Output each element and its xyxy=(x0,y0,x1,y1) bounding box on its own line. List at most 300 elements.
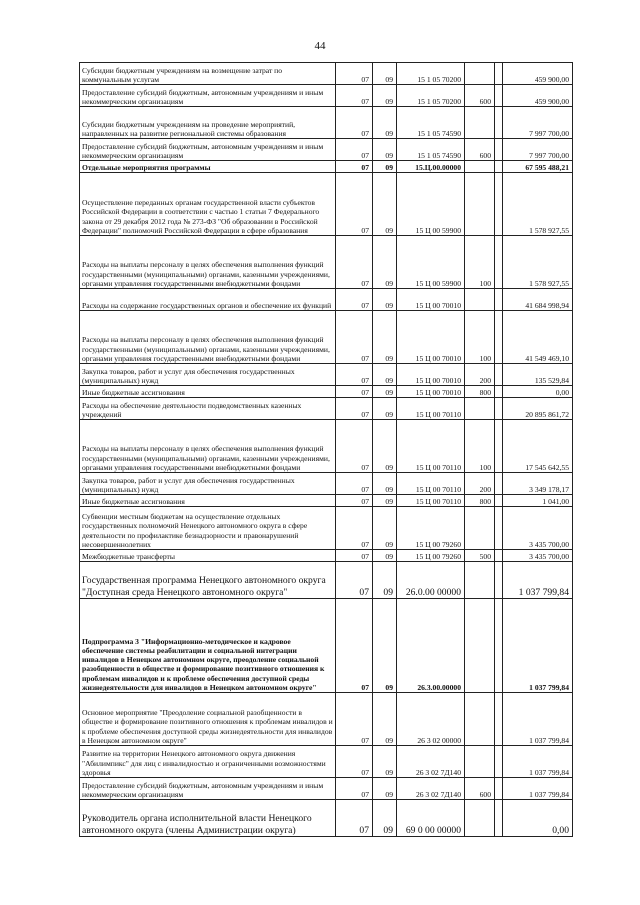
expense-type-cell xyxy=(465,107,495,138)
section-code-cell-text: 07 xyxy=(361,74,369,84)
row-name-cell xyxy=(79,495,336,506)
spacer-cell xyxy=(495,85,503,106)
expense-type-cell-text: 100 xyxy=(479,462,491,472)
expense-type-cell xyxy=(465,63,495,84)
row-name-cell-text: Субвенции местным бюджетам на осуществление отдельных государственных полномочий Ненецкого автономного округа в сфере деятельности по профилактике безнадзорности и правонарушений несовершеннолетних xyxy=(82,512,308,549)
row-name-cell xyxy=(79,386,336,397)
expense-type-cell-text: 600 xyxy=(479,789,491,799)
table-row xyxy=(79,398,573,420)
subsection-code-cell xyxy=(373,289,397,310)
spacer-cell xyxy=(495,473,503,494)
spacer-cell xyxy=(495,161,503,172)
amount-cell-text: 1 041,00 xyxy=(542,496,569,506)
subsection-code-cell-text: 09 xyxy=(385,682,393,692)
subsection-code-cell-text: 09 xyxy=(385,539,393,549)
target-article-cell-text: 15 1 05 74590 xyxy=(417,128,461,138)
amount-cell-text: 17 545 642,55 xyxy=(525,462,569,472)
target-article-cell xyxy=(397,800,465,836)
row-name-cell-text: Расходы на обеспечение деятельности подведомственных казенных учреждений xyxy=(82,400,302,419)
expense-type-cell xyxy=(465,693,495,745)
expense-type-cell xyxy=(465,236,495,288)
target-article-cell xyxy=(397,746,465,777)
expense-type-cell xyxy=(465,398,495,419)
amount-cell-text: 67 595 488,21 xyxy=(525,162,569,172)
subsection-code-cell xyxy=(373,107,397,138)
section-code-cell xyxy=(336,778,373,799)
section-code-cell xyxy=(336,386,373,397)
spacer-cell xyxy=(495,386,503,397)
target-article-cell-text: 15 Ц 00 70110 xyxy=(415,462,461,472)
expense-type-cell xyxy=(465,495,495,506)
target-article-cell xyxy=(397,550,465,561)
target-article-cell xyxy=(397,364,465,385)
section-code-cell-text: 07 xyxy=(361,551,369,561)
section-code-cell-text: 07 xyxy=(361,539,369,549)
target-article-cell-text: 26 3 02 00000 xyxy=(417,735,461,745)
subsection-code-cell-text: 09 xyxy=(385,353,393,363)
spacer-cell xyxy=(495,746,503,777)
expense-type-cell xyxy=(465,161,495,172)
row-name-cell xyxy=(79,693,336,745)
row-name-cell-text: Закупка товаров, работ и услуг для обеспечения государственных (муниципальных) нужд xyxy=(82,475,295,494)
amount-cell-text: 7 997 700,00 xyxy=(529,150,569,160)
amount-cell-text: 0,00 xyxy=(552,824,569,836)
amount-cell xyxy=(503,800,573,836)
expense-type-cell xyxy=(465,746,495,777)
spacer-cell xyxy=(495,800,503,836)
section-code-cell-text: 07 xyxy=(361,300,369,310)
spacer-cell xyxy=(495,778,503,799)
row-name-cell xyxy=(79,311,336,363)
expense-type-cell xyxy=(465,800,495,836)
target-article-cell-text: 26 3 02 7Д140 xyxy=(415,767,461,777)
section-code-cell xyxy=(336,800,373,836)
spacer-cell xyxy=(495,236,503,288)
section-code-cell-text: 07 xyxy=(359,824,369,836)
amount-cell-text: 459 900,00 xyxy=(534,74,569,84)
section-code-cell-text: 07 xyxy=(361,387,369,397)
section-code-cell xyxy=(336,63,373,84)
table-row xyxy=(79,62,573,85)
target-article-cell-text: 26 3 02 7Д140 xyxy=(415,789,461,799)
spacer-cell xyxy=(495,289,503,310)
target-article-cell-text: 15.Ц.00.00000 xyxy=(415,162,461,172)
target-article-cell xyxy=(397,107,465,138)
expense-type-cell-text: 100 xyxy=(479,278,491,288)
subsection-code-cell-text: 09 xyxy=(385,551,393,561)
target-article-cell-text: 15 Ц 00 70010 xyxy=(415,375,461,385)
row-name-cell xyxy=(79,778,336,799)
subsection-code-cell xyxy=(373,63,397,84)
expense-type-cell xyxy=(465,311,495,363)
section-code-cell xyxy=(336,693,373,745)
table-row xyxy=(79,693,573,746)
expense-type-cell xyxy=(465,139,495,160)
expense-type-cell xyxy=(465,599,495,692)
table-row xyxy=(79,173,573,236)
amount-cell-text: 3 435 700,00 xyxy=(529,551,569,561)
row-name-cell xyxy=(79,63,336,84)
row-name-cell-text: Развитие на территории Ненецкого автономного округа движения "Абилимпикс" для лиц с инвалидностью и ограниченными возможностями здоровья xyxy=(82,749,326,777)
subsection-code-cell xyxy=(373,693,397,745)
spacer-cell xyxy=(495,550,503,561)
target-article-cell-text: 69 0 00 00000 xyxy=(405,824,461,836)
amount-cell xyxy=(503,63,573,84)
row-name-cell-text: Субсидии бюджетным учреждениям на проведение мероприятий, направленных на развитие региональной системы образования xyxy=(82,119,296,138)
subsection-code-cell xyxy=(373,562,397,598)
page-number: 44 xyxy=(314,40,326,52)
target-article-cell-text: 15 Ц 00 70110 xyxy=(415,496,461,506)
row-name-cell-text: Расходы на выплаты персоналу в целях обеспечения выполнения функций государственными (муниципальными) органами, казенными учреждениями, органами управления государственными внебюджетными фондами xyxy=(82,444,330,472)
row-name-cell xyxy=(79,173,336,235)
table-row xyxy=(79,507,573,550)
table-row xyxy=(79,139,573,161)
target-article-cell xyxy=(397,311,465,363)
target-article-cell-text: 15 1 05 70200 xyxy=(417,96,461,106)
section-code-cell-text: 07 xyxy=(361,462,369,472)
spacer-cell xyxy=(495,599,503,692)
subsection-code-cell-text: 09 xyxy=(385,484,393,494)
section-code-cell xyxy=(336,161,373,172)
row-name-cell-text: Государственная программа Ненецкого автономного округа "Доступная среда Ненецкого автономного округа" xyxy=(82,575,326,598)
subsection-code-cell-text: 09 xyxy=(385,96,393,106)
subsection-code-cell-text: 09 xyxy=(385,462,393,472)
row-name-cell xyxy=(79,161,336,172)
subsection-code-cell-text: 09 xyxy=(385,767,393,777)
amount-cell xyxy=(503,693,573,745)
expense-type-cell xyxy=(465,473,495,494)
amount-cell xyxy=(503,85,573,106)
section-code-cell xyxy=(336,420,373,472)
target-article-cell xyxy=(397,507,465,549)
section-code-cell xyxy=(336,746,373,777)
amount-cell-text: 1 578 927,55 xyxy=(529,225,569,235)
table-row xyxy=(79,85,573,107)
target-article-cell xyxy=(397,63,465,84)
expense-type-cell xyxy=(465,420,495,472)
expense-type-cell xyxy=(465,289,495,310)
table-row xyxy=(79,364,573,386)
row-name-cell xyxy=(79,746,336,777)
section-code-cell-text: 07 xyxy=(361,150,369,160)
expense-type-cell xyxy=(465,507,495,549)
target-article-cell xyxy=(397,386,465,397)
section-code-cell-text: 07 xyxy=(361,225,369,235)
spacer-cell xyxy=(495,507,503,549)
subsection-code-cell xyxy=(373,550,397,561)
section-code-cell xyxy=(336,311,373,363)
budget-table xyxy=(79,62,573,837)
expense-type-cell-text: 600 xyxy=(479,96,491,106)
row-name-cell-text: Иные бюджетные ассигнования xyxy=(82,387,185,397)
row-name-cell xyxy=(79,107,336,138)
table-row xyxy=(79,550,573,562)
amount-cell xyxy=(503,746,573,777)
target-article-cell xyxy=(397,562,465,598)
spacer-cell xyxy=(495,398,503,419)
target-article-cell-text: 15 Ц 00 79260 xyxy=(415,539,461,549)
row-name-cell xyxy=(79,139,336,160)
row-name-cell-text: Основное мероприятие "Преодоление социальной разобщенности в обществе и формирование позитивного отношения к проблемам инвалидов и к проблеме обеспечения доступной среды жизнедеятельности для инвалидов в Ненецком автономном округе" xyxy=(82,708,333,745)
subsection-code-cell-text: 09 xyxy=(385,789,393,799)
spacer-cell xyxy=(495,693,503,745)
row-name-cell-text: Расходы на выплаты персоналу в целях обеспечения выполнения функций государственными (муниципальными) органами, казенными учреждениями, органами управления государственными внебюджетными фондами xyxy=(82,335,330,363)
subsection-code-cell-text: 09 xyxy=(385,409,393,419)
row-name-cell xyxy=(79,473,336,494)
expense-type-cell xyxy=(465,173,495,235)
target-article-cell xyxy=(397,398,465,419)
table-row xyxy=(79,473,573,495)
amount-cell-text: 20 895 861,72 xyxy=(525,409,569,419)
amount-cell xyxy=(503,173,573,235)
subsection-code-cell xyxy=(373,495,397,506)
target-article-cell-text: 15 Ц 00 70010 xyxy=(415,353,461,363)
subsection-code-cell xyxy=(373,473,397,494)
target-article-cell-text: 15 Ц 00 70110 xyxy=(415,484,461,494)
row-name-cell-text: Закупка товаров, работ и услуг для обеспечения государственных (муниципальных) нужд xyxy=(82,366,295,385)
row-name-cell-text: Отдельные мероприятия программы xyxy=(82,162,211,172)
amount-cell-text: 0,00 xyxy=(555,387,569,397)
section-code-cell-text: 07 xyxy=(361,496,369,506)
expense-type-cell-text: 200 xyxy=(479,375,491,385)
amount-cell xyxy=(503,495,573,506)
amount-cell xyxy=(503,778,573,799)
subsection-code-cell xyxy=(373,398,397,419)
row-name-cell xyxy=(79,85,336,106)
table-row xyxy=(79,495,573,507)
amount-cell xyxy=(503,236,573,288)
expense-type-cell-text: 800 xyxy=(479,496,491,506)
row-name-cell-text: Осуществление переданных органам государственной власти субъектов Российской Федерации в соответствии с частью 1 статьи 7 Федерального закона от 29 декабря 2012 года № 273-ФЗ "Об образовании в Российской Федерации" полномочий Российской Федерации в сфере образования xyxy=(82,198,320,235)
section-code-cell xyxy=(336,507,373,549)
amount-cell-text: 1 037 799,84 xyxy=(529,682,569,692)
amount-cell-text: 1 578 927,55 xyxy=(529,278,569,288)
target-article-cell-text: 15 1 05 70200 xyxy=(417,74,461,84)
row-name-cell xyxy=(79,550,336,561)
target-article-cell-text: 15 1 05 74590 xyxy=(417,150,461,160)
amount-cell-text: 3 349 178,17 xyxy=(529,484,569,494)
section-code-cell-text: 07 xyxy=(361,484,369,494)
row-name-cell-text: Расходы на выплаты персоналу в целях обеспечения выполнения функций государственными (муниципальными) органами, казенными учреждениями, органами управления государственными внебюджетными фондами xyxy=(82,260,330,288)
target-article-cell xyxy=(397,289,465,310)
target-article-cell xyxy=(397,420,465,472)
subsection-code-cell xyxy=(373,364,397,385)
subsection-code-cell-text: 09 xyxy=(383,586,393,598)
spacer-cell xyxy=(495,562,503,598)
amount-cell-text: 7 997 700,00 xyxy=(529,128,569,138)
target-article-cell xyxy=(397,693,465,745)
section-code-cell-text: 07 xyxy=(361,735,369,745)
section-code-cell-text: 07 xyxy=(361,375,369,385)
subsection-code-cell xyxy=(373,139,397,160)
table-row xyxy=(79,236,573,289)
row-name-cell xyxy=(79,800,336,836)
row-name-cell-text: Расходы на содержание государственных органов и обеспечение их функций xyxy=(82,300,332,310)
subsection-code-cell xyxy=(373,386,397,397)
amount-cell xyxy=(503,107,573,138)
subsection-code-cell xyxy=(373,173,397,235)
subsection-code-cell-text: 09 xyxy=(385,375,393,385)
subsection-code-cell-text: 09 xyxy=(385,162,393,172)
row-name-cell xyxy=(79,364,336,385)
row-name-cell xyxy=(79,562,336,598)
expense-type-cell xyxy=(465,364,495,385)
expense-type-cell xyxy=(465,85,495,106)
row-name-cell-text: Руководитель органа исполнительной власти Ненецкого автономного округа (члены Администрации округа) xyxy=(82,813,312,836)
amount-cell xyxy=(503,420,573,472)
target-article-cell-text: 15 Ц 00 79260 xyxy=(415,551,461,561)
amount-cell xyxy=(503,311,573,363)
subsection-code-cell-text: 09 xyxy=(385,74,393,84)
spacer-cell xyxy=(495,364,503,385)
section-code-cell xyxy=(336,398,373,419)
amount-cell-text: 41 549 469,10 xyxy=(525,353,569,363)
amount-cell-text: 1 037 799,84 xyxy=(529,767,569,777)
table-row xyxy=(79,599,573,693)
target-article-cell-text: 15 Ц 00 70110 xyxy=(415,409,461,419)
target-article-cell xyxy=(397,85,465,106)
subsection-code-cell-text: 09 xyxy=(385,128,393,138)
target-article-cell xyxy=(397,473,465,494)
table-row xyxy=(79,420,573,473)
section-code-cell-text: 07 xyxy=(361,128,369,138)
table-row xyxy=(79,161,573,173)
row-name-cell xyxy=(79,507,336,549)
expense-type-cell xyxy=(465,550,495,561)
section-code-cell xyxy=(336,139,373,160)
target-article-cell-text: 15 Ц 00 59900 xyxy=(415,278,461,288)
subsection-code-cell xyxy=(373,161,397,172)
row-name-cell xyxy=(79,599,336,692)
subsection-code-cell xyxy=(373,420,397,472)
expense-type-cell-text: 600 xyxy=(479,150,491,160)
target-article-cell-text: 26.0.00 00000 xyxy=(405,586,461,598)
amount-cell-text: 459 900,00 xyxy=(534,96,569,106)
expense-type-cell-text: 200 xyxy=(479,484,491,494)
table-row xyxy=(79,289,573,311)
row-name-cell-text: Предоставление субсидий бюджетным, автономным учреждениям и иным некоммерческим организациям xyxy=(82,141,324,160)
expense-type-cell xyxy=(465,562,495,598)
amount-cell-text: 3 435 700,00 xyxy=(529,539,569,549)
amount-cell-text: 135 529,84 xyxy=(534,375,569,385)
row-name-cell xyxy=(79,398,336,419)
amount-cell-text: 1 037 799,84 xyxy=(518,586,569,598)
spacer-cell xyxy=(495,495,503,506)
spacer-cell xyxy=(495,311,503,363)
subsection-code-cell xyxy=(373,778,397,799)
table-row xyxy=(79,386,573,398)
section-code-cell xyxy=(336,550,373,561)
amount-cell xyxy=(503,161,573,172)
table-row xyxy=(79,562,573,599)
row-name-cell-text: Межбюджетные трансферты xyxy=(82,551,175,561)
subsection-code-cell-text: 09 xyxy=(385,735,393,745)
section-code-cell-text: 07 xyxy=(361,409,369,419)
amount-cell xyxy=(503,599,573,692)
subsection-code-cell xyxy=(373,85,397,106)
section-code-cell-text: 07 xyxy=(361,278,369,288)
amount-cell xyxy=(503,139,573,160)
expense-type-cell xyxy=(465,386,495,397)
table-row xyxy=(79,746,573,778)
section-code-cell xyxy=(336,236,373,288)
row-name-cell-text: Иные бюджетные ассигнования xyxy=(82,496,185,506)
subsection-code-cell xyxy=(373,800,397,836)
table-row xyxy=(79,107,573,139)
subsection-code-cell xyxy=(373,746,397,777)
section-code-cell-text: 07 xyxy=(361,96,369,106)
target-article-cell-text: 15 Ц 00 70010 xyxy=(415,387,461,397)
table-row xyxy=(79,311,573,364)
amount-cell xyxy=(503,473,573,494)
section-code-cell-text: 07 xyxy=(359,586,369,598)
target-article-cell xyxy=(397,778,465,799)
amount-cell-text: 1 037 799,84 xyxy=(529,789,569,799)
section-code-cell xyxy=(336,173,373,235)
section-code-cell xyxy=(336,495,373,506)
subsection-code-cell-text: 09 xyxy=(385,496,393,506)
target-article-cell-text: 15 Ц 00 59900 xyxy=(415,225,461,235)
subsection-code-cell xyxy=(373,236,397,288)
target-article-cell xyxy=(397,236,465,288)
expense-type-cell-text: 800 xyxy=(479,387,491,397)
table-row xyxy=(79,778,573,800)
amount-cell xyxy=(503,386,573,397)
target-article-cell xyxy=(397,161,465,172)
target-article-cell xyxy=(397,599,465,692)
section-code-cell xyxy=(336,85,373,106)
target-article-cell-text: 26.3.00.00000 xyxy=(417,682,461,692)
expense-type-cell-text: 500 xyxy=(479,551,491,561)
section-code-cell xyxy=(336,599,373,692)
row-name-cell xyxy=(79,289,336,310)
row-name-cell-text: Субсидии бюджетным учреждениям на возмещение затрат по коммунальным услугам xyxy=(82,65,283,84)
row-name-cell-text: Предоставление субсидий бюджетным, автономным учреждениям и иным некоммерческим организациям xyxy=(82,780,324,799)
section-code-cell xyxy=(336,364,373,385)
subsection-code-cell-text: 09 xyxy=(385,150,393,160)
target-article-cell-text: 15 Ц 00 70010 xyxy=(415,300,461,310)
expense-type-cell-text: 100 xyxy=(479,353,491,363)
amount-cell-text: 41 684 998,94 xyxy=(525,300,569,310)
row-name-cell xyxy=(79,236,336,288)
target-article-cell xyxy=(397,139,465,160)
amount-cell xyxy=(503,289,573,310)
subsection-code-cell xyxy=(373,311,397,363)
section-code-cell xyxy=(336,289,373,310)
section-code-cell-text: 07 xyxy=(361,789,369,799)
row-name-cell-text: Подпрограмма 3 "Информационно-методическое и кадровое обеспечение системы реабилитации и социальной интеграции инвалидов в Ненецком автономном округе, преодоление социальной разобщенности в обществе и формирование позитивного отношения к проблемам инвалидов и к проблеме обеспечения доступной среды жизнедеятельности для инвалидов в Ненецком автономном округе" xyxy=(82,636,325,692)
subsection-code-cell-text: 09 xyxy=(385,387,393,397)
subsection-code-cell-text: 09 xyxy=(383,824,393,836)
expense-type-cell xyxy=(465,778,495,799)
subsection-code-cell-text: 09 xyxy=(385,300,393,310)
amount-cell xyxy=(503,364,573,385)
spacer-cell xyxy=(495,107,503,138)
section-code-cell xyxy=(336,562,373,598)
spacer-cell xyxy=(495,63,503,84)
target-article-cell xyxy=(397,173,465,235)
subsection-code-cell xyxy=(373,507,397,549)
amount-cell xyxy=(503,550,573,561)
section-code-cell xyxy=(336,107,373,138)
section-code-cell xyxy=(336,473,373,494)
section-code-cell-text: 07 xyxy=(361,353,369,363)
section-code-cell-text: 07 xyxy=(361,767,369,777)
table-row xyxy=(79,800,573,837)
subsection-code-cell xyxy=(373,599,397,692)
amount-cell xyxy=(503,507,573,549)
amount-cell xyxy=(503,562,573,598)
